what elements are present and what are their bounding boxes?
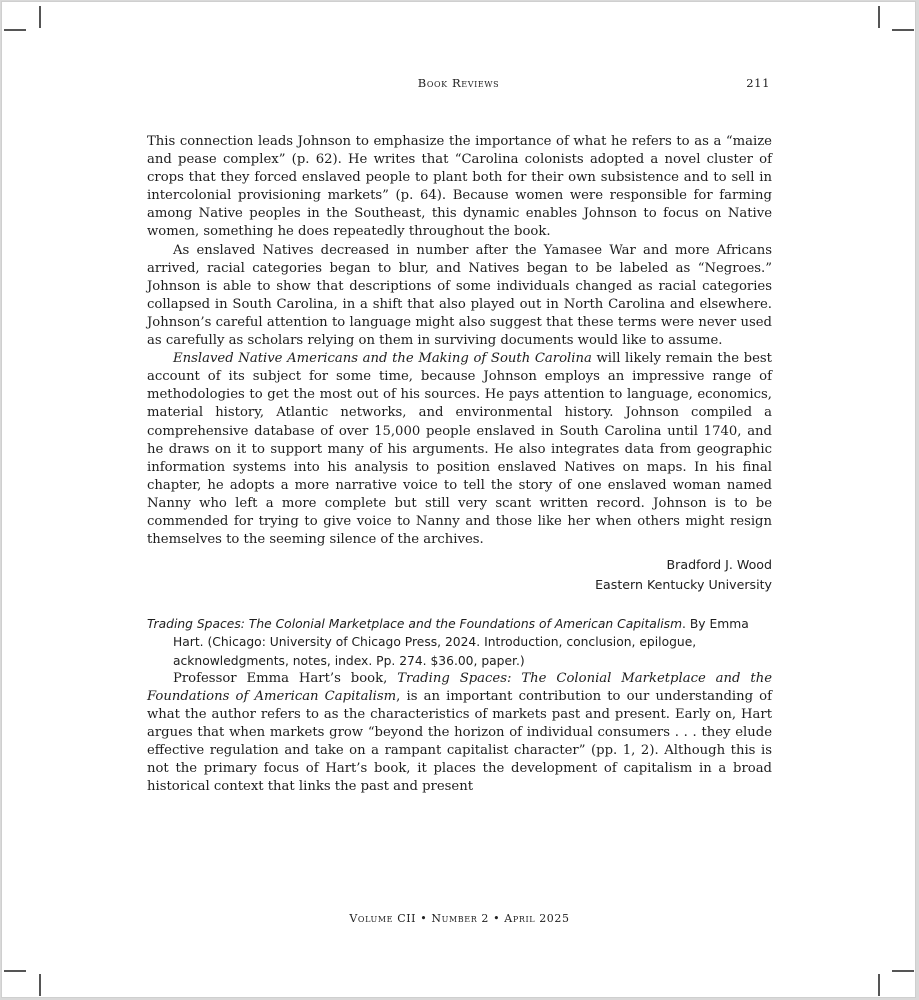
review1-book-title: Enslaved Native Americans and the Making of South Carolina xyxy=(173,351,592,367)
crop-mark-bottom-left-vertical xyxy=(39,974,41,996)
crop-mark-top-right-vertical xyxy=(878,6,880,28)
review1-paragraph-2: As enslaved Natives decreased in number after the Yamasee War and more Africans arrived, racial categories began to blur, and Natives began to be labeled as “Negroes.” Johnson is able to show that descriptions of some individuals changed as racial categories collapsed in South Carolina, in a shift that also played out in North Carolina and elsewhere. Johnson’s careful attention to language might also suggest that these terms were never used as carefully as scholars relying on them in surviving documents would like to assume. xyxy=(147,242,772,349)
citation-book-title: Trading Spaces: The Colonial Marketplace and the Foundations of American Capitalism xyxy=(147,617,683,632)
review2-paragraph-1 xyxy=(147,670,772,797)
book-citation xyxy=(147,615,772,670)
review1-paragraph-1: This connection leads Johnson to emphasize the importance of what he refers to as a “maize and pease complex” (p. 62). He writes that “Carolina colonists adopted a novel cluster of crops that they forced enslaved people to plant both for their own subsistence and to sell in intercolonial provisioning markets” (p. 64). Because women were responsible for farming among Native peoples in the Southeast, this dynamic enables Johnson to focus on Native women, something he does repeatedly throughout the book. xyxy=(147,134,772,240)
review2-text-a: Professor Emma Hart’s book, xyxy=(173,670,398,686)
crop-mark-bottom-right-vertical xyxy=(878,974,880,996)
citation-details: . By Emma Hart. (Chicago: University of Chicago Press, 2024. Introduction, conclusion, epilogue, acknowledgments, notes, index. Pp. 274. $36.00, paper.) xyxy=(173,617,749,668)
crop-mark-bottom-right-horizontal xyxy=(892,970,914,972)
running-head xyxy=(147,76,770,94)
reviewer-affiliation: Eastern Kentucky University xyxy=(595,577,772,593)
reviewer-name: Bradford J. Wood xyxy=(666,557,772,573)
page-number: 211 xyxy=(746,76,770,90)
reviewer-signature xyxy=(147,555,772,595)
crop-mark-top-right-horizontal xyxy=(892,29,914,31)
review1-paragraph-3 xyxy=(147,350,772,549)
review2-book-title: Trading Spaces: The Colonial Marketplace and the Foundations of American Capitalism xyxy=(147,670,773,704)
crop-mark-bottom-left-horizontal xyxy=(4,970,26,972)
review1-paragraph-3-text: will likely remain the best account of its subject for some time, because Johnson employs an impressive range of methodologies to get the most out of his sources. He pays attention to language, economics, material history, Atlantic networks, and environmental history. Johnson compiled a comprehensive database of over 15,000 people enslaved in South Carolina until 1740, and he draws on it to support many of his arguments. He also integrates data from geographic information systems into his analysis to position enslaved Natives on maps. In his final chapter, he adopts a more narrative voice to tell the story of one enslaved woman named Nanny who left a more complete but still very scant written record. Johnson is to be commended for trying to give voice to Nanny and those like her when others might resign themselves to the seeming silence of the archives. xyxy=(147,351,772,548)
review2-text-b: , is an important contribution to our understanding of what the author refers to as the characteristics of markets past and present. Early on, Hart argues that when markets grow “beyond the horizon of individual consumers . . . they elude effective regulation and take on a rampant capitalist character” (pp. 1, 2). Although this is not the primary focus of Hart’s book, it places the development of capitalism in a broad historical context that links the past and present xyxy=(147,688,772,795)
crop-mark-top-left-horizontal xyxy=(4,29,26,31)
crop-mark-top-left-vertical xyxy=(39,6,41,28)
article-body xyxy=(147,133,772,796)
running-foot: Volume CII • Number 2 • April 2025 xyxy=(349,912,570,925)
running-head-title: Book Reviews xyxy=(417,76,500,90)
